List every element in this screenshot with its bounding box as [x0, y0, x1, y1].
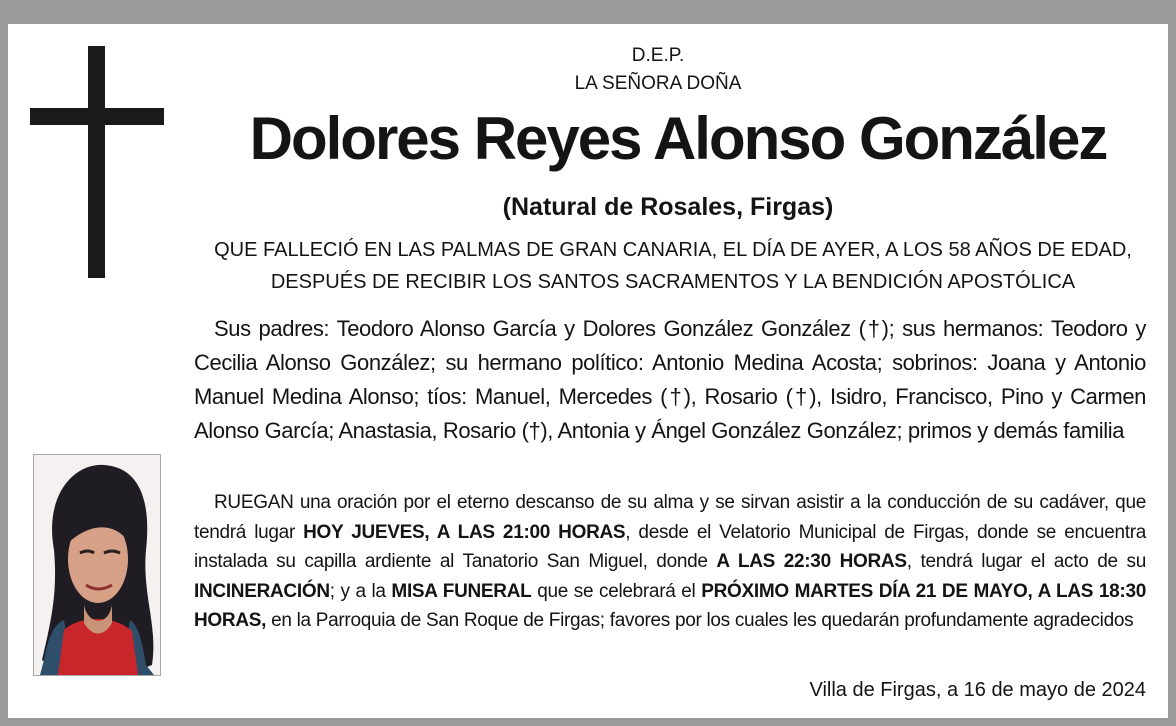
- funeral-paragraph: [194, 488, 1146, 636]
- death-notice-line-1: QUE FALLECIÓ EN LAS PALMAS DE GRAN CANARIA, EL DÍA DE AYER, A LOS 58 AÑOS DE EDAD,: [214, 239, 1132, 261]
- mass-date: PRÓXIMO MARTES DÍA 21 DE MAYO, A LAS 18:30 HORAS,: [194, 580, 1146, 631]
- cremation-time: A LAS 22:30 HORAS: [716, 551, 907, 572]
- portrait-photo: [33, 454, 161, 676]
- funeral-text: , tendrá lugar el acto de su: [906, 551, 1146, 572]
- dep-heading: D.E.P.: [631, 45, 685, 66]
- cremation-label: INCINERACIÓN: [194, 580, 330, 602]
- funeral-time: HOY JUEVES, A LAS 21:00 HORAS: [303, 521, 626, 543]
- place-date-signoff: Villa de Firgas, a 16 de mayo de 2024: [809, 679, 1146, 701]
- funeral-text: , desde el Velatorio Municipal de Firgas, donde se encuentra instalada su capilla ardiente al Tanatorio San Miguel, donde: [194, 521, 1146, 572]
- origin-line: (Natural de Rosales, Firgas): [502, 193, 834, 221]
- family-paragraph: Sus padres: Teodoro Alonso García y Dolores González González (†); sus hermanos: Teodoro y Cecilia Alonso González; su hermano político: Antonio Medina Acosta; sobrinos: Joana y Antonio Manuel Medina Alonso; tíos: Manuel, Mercedes (†), Rosario (†), Isidro, Francisco, Pino y Carmen Alonso García; Anastasia, Rosario (†), Antonia y Ángel González González; primos y demás familia: [194, 316, 1146, 443]
- portrait-illustration: [34, 455, 160, 675]
- title-line: LA SEÑORA DOÑA: [574, 73, 742, 94]
- funeral-text: que se celebrará el: [531, 580, 702, 602]
- deceased-name: Dolores Reyes Alonso González: [249, 105, 1107, 172]
- cross-icon: [30, 46, 164, 280]
- funeral-text: ; y a la: [329, 580, 392, 602]
- obituary-notice: [8, 24, 1168, 718]
- funeral-text: RUEGAN una oración por el eterno descanso de su alma y se sirvan asistir a la conducción de su cadáver, que tendrá lugar: [194, 492, 1146, 543]
- mass-label: MISA FUNERAL: [391, 580, 532, 602]
- death-notice-line-2: DESPUÉS DE RECIBIR LOS SANTOS SACRAMENTOS Y LA BENDICIÓN APOSTÓLICA: [270, 271, 1076, 293]
- funeral-text: en la Parroquia de San Roque de Firgas; favores por los cuales les quedarán profundamente agradecidos: [266, 610, 1134, 631]
